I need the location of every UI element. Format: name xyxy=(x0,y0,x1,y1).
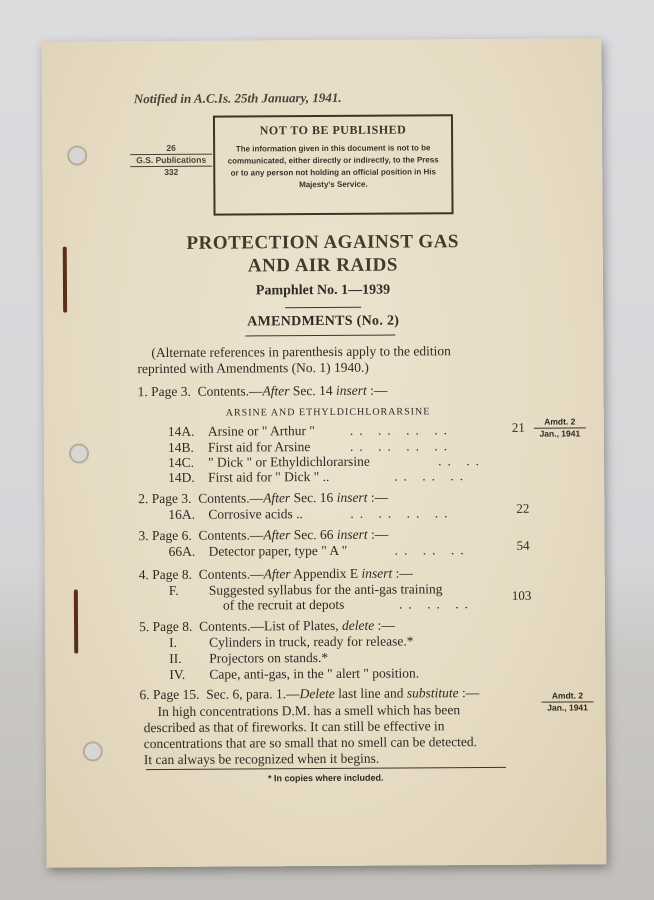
not-published-heading: NOT TO BE PUBLISHED xyxy=(259,122,407,138)
amendment-item-2: 2. Page 3. Contents.—After Sec. 16 insert :— xyxy=(138,489,389,507)
punch-hole xyxy=(67,145,87,165)
list-item: F. Suggested syllabus for the anti-gas training xyxy=(168,581,443,598)
list-item: 14B. First aid for Arsine xyxy=(167,439,311,455)
subheading-arsine: ARSINE AND ETHYLDICHLORARSINE xyxy=(225,406,431,419)
list-item-continuation: of the recruit at depots xyxy=(222,596,345,613)
amendment-item-5: 5. Page 8. Contents.—List of Plates, delete :— xyxy=(139,617,395,635)
page-number: 54 xyxy=(516,537,530,553)
divider xyxy=(285,307,361,308)
list-item: 66A. Detector paper, type " A " xyxy=(168,542,348,559)
list-item: 14D. First aid for " Dick " .. xyxy=(168,468,330,485)
page-number: 103 xyxy=(511,587,532,603)
intro-line-1: (Alternate references in parenthesis apply to the edition xyxy=(151,343,451,361)
staple-rust-mark xyxy=(74,590,78,654)
publication-reference xyxy=(130,143,212,179)
list-item: 16A. Corrosive acids .. xyxy=(168,506,303,522)
amendment-item-1: 1. Page 3. Contents.—After Sec. 14 insert :— xyxy=(137,382,388,400)
amendments-heading: AMENDMENTS (No. 2) xyxy=(247,313,400,330)
paragraph-line: concentrations that are so small that no smell can be detected. xyxy=(143,734,478,752)
leader-dots: .. .. xyxy=(438,453,485,469)
list-item: 14C. " Dick " or Ethyldichlorarsine xyxy=(168,453,370,470)
title-line-2: AND AIR RAIDS xyxy=(247,254,398,277)
notified-line: Notified in A.C.Is. 25th January, 1941. xyxy=(133,89,342,107)
amendment-note: Amdt. 2 Jan., 1941 xyxy=(534,416,586,439)
list-item: II. Projectors on stands.* xyxy=(169,649,329,666)
footnote: * In copies where included. xyxy=(267,772,384,784)
list-item: IV. Cape, anti-gas, in the " alert " position. xyxy=(169,665,420,682)
intro-line-2: reprinted with Amendments (No. 1) 1940.) xyxy=(137,359,369,377)
not-published-box xyxy=(213,114,454,215)
paragraph-line: described as that of fireworks. It can still be effective in xyxy=(143,718,445,736)
publication-number: 26 xyxy=(166,142,176,153)
amendment-note: Amdt. 2 Jan., 1941 xyxy=(541,690,593,713)
divider xyxy=(245,335,395,337)
leader-dots: .. .. .. .. xyxy=(349,422,454,438)
leader-dots: .. .. .. .. xyxy=(349,438,454,454)
punch-hole xyxy=(69,443,89,463)
pamphlet-page xyxy=(41,38,606,867)
paragraph-line: It can always be recognized when it begins. xyxy=(143,750,380,768)
leader-dots: .. .. .. xyxy=(394,542,470,558)
not-published-text: The information given in this document is not to be communicated, either directly or indirectly, to the Press or to any person not holding an official position in His Majesty's Service. xyxy=(227,143,439,190)
page-number: 21 xyxy=(511,419,525,435)
list-item: 14A. Arsine or " Arthur " xyxy=(167,423,315,439)
leader-dots: .. .. .. .. xyxy=(350,505,454,521)
title-line-1: PROTECTION AGAINST GAS xyxy=(186,231,460,254)
leader-dots: .. .. .. xyxy=(398,596,474,612)
punch-hole xyxy=(83,741,103,761)
paragraph-line: In high concentrations D.M. has a smell which has been xyxy=(157,702,461,720)
publication-sub-number: 332 xyxy=(164,166,179,177)
publication-series: G.S. Publications xyxy=(130,154,212,168)
amendment-item-4: 4. Page 8. Contents.—After Appendix E insert :— xyxy=(138,565,413,583)
leader-dots: .. .. .. xyxy=(394,468,470,484)
pamphlet-number: Pamphlet No. 1—1939 xyxy=(255,282,391,299)
amendment-item-6: 6. Page 15. Sec. 6, para. 1.—Delete last line and substitute :— xyxy=(139,685,480,703)
list-item: I. Cylinders in truck, ready for release.* xyxy=(169,633,414,650)
page-number: 22 xyxy=(516,500,530,516)
amendment-item-3: 3. Page 6. Contents.—After Sec. 66 insert :— xyxy=(138,526,389,544)
